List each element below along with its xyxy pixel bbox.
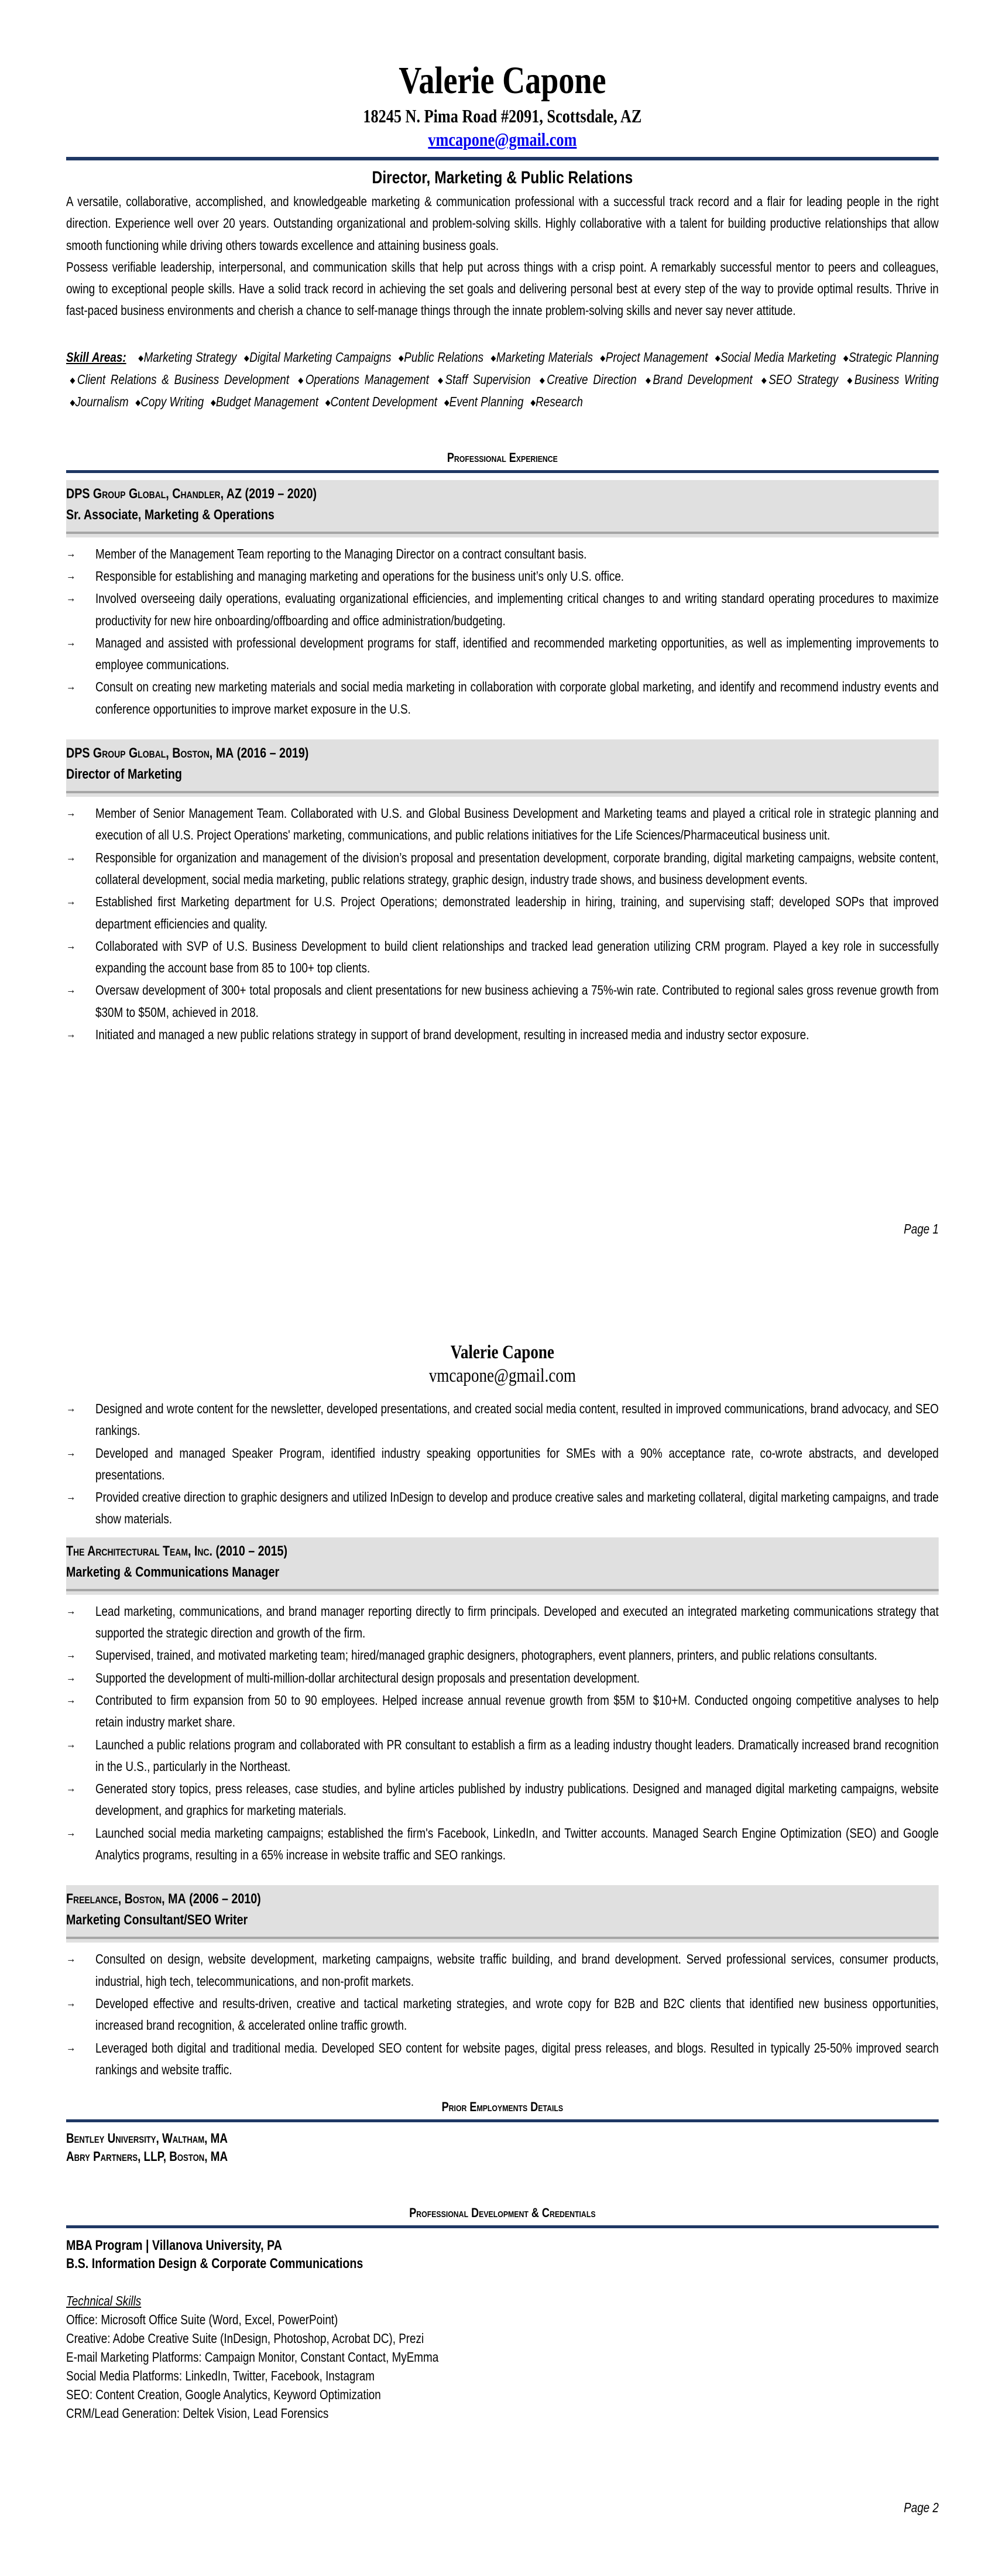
bullet-item (66, 891, 939, 935)
arrow-bullet-icon: → (66, 1952, 76, 1966)
bullet-item (66, 1734, 939, 1778)
summary-paragraph: A versatile, collaborative, accomplished, and knowledgeable marketing & communication professional with a successful track record and a flair for leading people in the right direction. Experience well over 20 years. Outstanding organizational and problem-solving skills. Highly collaborative with a talent for building productive relationships that allow smooth functioning while driving others towards excellence and attaining business goals. (66, 194, 939, 253)
diamond-bullet-icon: ◆ (715, 352, 721, 362)
arrow-bullet-icon: → (66, 1491, 76, 1504)
bullet-text: Initiated and managed a new public relations strategy in support of brand development, resulting in increased media and industry sector exposure. (95, 1027, 809, 1043)
job-role: Marketing Consultant/SEO Writer (66, 1912, 248, 1928)
diamond-bullet-icon: ◆ (210, 398, 216, 407)
bullet-item (66, 803, 939, 847)
education-item: B.S. Information Design & Corporate Communications (66, 2256, 363, 2272)
diamond-bullet-icon: ◆ (398, 352, 404, 362)
diamond-bullet-icon: ◆ (70, 375, 77, 385)
bullet-text: Involved overseeing daily operations, evaluating organizational efficiencies, and implementing critical changes to and writing standard operating procedures to maximize productivity for new hire onboarding/offboarding and office administration/budgeting. (95, 591, 939, 628)
spacer (66, 1591, 939, 1595)
diamond-bullet-icon: ◆ (298, 375, 306, 385)
resume-page-1 (66, 57, 939, 1046)
bullet-text: Supervised, trained, and motivated marketing team; hired/managed graphic designers, photographers, event planners, printers, and public relations consultants. (95, 1647, 877, 1663)
diamond-bullet-icon: ◆ (70, 398, 76, 407)
bullet-item (66, 2037, 939, 2081)
arrow-bullet-icon: → (66, 984, 76, 997)
section-divider (66, 2119, 939, 2122)
bullet-text: Supported the development of multi-million-dollar architectural design proposals and presentation development. (95, 1670, 640, 1686)
arrow-bullet-icon: → (66, 1446, 76, 1460)
bullet-text: Generated story topics, press releases, case studies, and byline articles published by industry publications. Designed and managed digital marketing campaigns, website development, and graphics for marketing materials. (95, 1781, 939, 1818)
skill-item: Journalism (75, 394, 129, 410)
bullet-text: Responsible for organization and management of the division’s proposal and presentation development, corporate branding, digital marketing campaigns, website content, collateral development, social media marketing, public relations strategy, graphic design, industry trade shows, and business development events. (95, 849, 939, 887)
candidate-name (66, 1341, 939, 1364)
email-link[interactable]: vmcapone@gmail.com (428, 129, 577, 150)
bullet-text: Managed and assisted with professional development programs for staff, identified and recommended marketing opportunities, as well as implementing improvements to employee communications. (95, 635, 939, 673)
diamond-bullet-icon: ◆ (490, 352, 496, 362)
address: 18245 N. Pima Road #2091, Scottsdale, AZ (363, 105, 642, 126)
resume-page-2 (66, 1341, 939, 2423)
job-dates: (2010 – 2015) (215, 1543, 288, 1559)
bullet-text: Developed effective and results-driven, creative and tactical marketing strategies, and wrote copy for B2B and B2C clients that identified new business opportunities, increased brand recognition, & accelerated online traffic growth. (95, 1995, 939, 2033)
bullet-text: Designed and wrote content for the newsletter, developed presentations, and created social media content, resulted in improved communications, brand advocacy, and SEO rankings. (95, 1401, 939, 1438)
job-header (66, 739, 939, 797)
spacer (66, 1866, 939, 1878)
diamond-bullet-icon: ◆ (243, 352, 250, 362)
skill-item: Project Management (605, 349, 708, 365)
bullet-item (66, 979, 939, 1023)
diamond-bullet-icon: ◆ (539, 375, 547, 385)
page-number: Page 2 (904, 2500, 939, 2515)
skill-item: Operations Management (305, 372, 429, 388)
spacer (66, 721, 939, 732)
header-divider (66, 157, 939, 160)
arrow-bullet-icon: → (66, 636, 76, 649)
job-role: Marketing & Communications Manager (66, 1564, 280, 1580)
page-number: Page 1 (904, 1221, 939, 1236)
company-name: Freelance, Boston, MA (66, 1891, 186, 1907)
tech-skill-line: CRM/Lead Generation: Deltek Vision, Lead Forensics (66, 2406, 329, 2421)
skill-item: Brand Development (653, 372, 753, 388)
section-divider (66, 470, 939, 473)
prior-employer: Bentley University, Waltham, MA (66, 2130, 228, 2146)
email: vmcapone@gmail.com (428, 1365, 576, 1386)
section-heading-credentials: Professional Development & Credentials (409, 2205, 596, 2221)
bullet-item (66, 1398, 939, 1442)
bullet-item (66, 1443, 939, 1486)
skill-item: Staff Supervision (445, 372, 531, 388)
job-dates: (2016 – 2019) (236, 745, 309, 762)
arrow-bullet-icon: → (66, 895, 76, 909)
arrow-bullet-icon: → (66, 2041, 76, 2054)
skill-item: Strategic Planning (849, 349, 939, 365)
spacer (66, 534, 939, 537)
bullet-item (66, 1778, 939, 1822)
job-dates: (2006 – 2010) (189, 1891, 261, 1907)
bullet-item (66, 1486, 939, 1530)
arrow-bullet-icon: → (66, 1671, 76, 1684)
diamond-bullet-icon: ◆ (600, 352, 606, 362)
skill-item: Social Media Marketing (720, 349, 836, 365)
bullet-item (66, 936, 939, 979)
bullet-item (66, 676, 939, 720)
job-dates: (2019 – 2020) (245, 485, 317, 502)
tech-skill-line: Creative: Adobe Creative Suite (InDesign, Photoshop, Acrobat DC), Prezi (66, 2331, 424, 2347)
job-bullets (66, 1601, 939, 1866)
bullet-text: Launched social media marketing campaigns; established the firm's Facebook, LinkedIn, and Twitter accounts. Managed Search Engine Optimization (SEO) and Google Analytics programs, resulting in a 65% increase in website traffic and SEO rankings. (95, 1825, 939, 1863)
skill-item: Copy Writing (140, 394, 204, 410)
job-company (66, 484, 939, 505)
bullet-item (66, 1690, 939, 1734)
arrow-bullet-icon: → (66, 1826, 76, 1839)
skill-item: Public Relations (404, 349, 484, 365)
arrow-bullet-icon: → (66, 1402, 76, 1415)
prior-employers (66, 2129, 939, 2166)
continued-bullets (66, 1398, 939, 1530)
tech-skill-line: Office: Microsoft Office Suite (Word, Excel, PowerPoint) (66, 2312, 338, 2328)
arrow-bullet-icon: → (66, 680, 76, 694)
skill-areas-label: Skill Areas: (66, 349, 126, 365)
spacer (66, 1939, 939, 1943)
technical-skills-heading: Technical Skills (66, 2293, 142, 2309)
education-item: MBA Program | Villanova University, PA (66, 2238, 282, 2254)
company-name: The Architectural Team, Inc. (66, 1543, 212, 1559)
bullet-text: Launched a public relations program and collaborated with PR consultant to establish a firm as a leading industry thought leaders. Dramatically increased brand recognition in the U.S., particularly in the Northeast. (95, 1736, 939, 1774)
bullet-text: Lead marketing, communications, and brand manager reporting directly to firm principals. Developed and executed an integrated marketing communications strategy that supported the strategic direction and growth of the firm. (95, 1603, 939, 1641)
skill-item: Event Planning (449, 394, 524, 410)
skill-item: Creative Direction (547, 372, 637, 388)
job-bullets (66, 543, 939, 720)
bullet-item (66, 1601, 939, 1645)
diamond-bullet-icon: ◆ (530, 398, 536, 407)
job-company (66, 1541, 939, 1562)
bullet-item (66, 566, 939, 587)
bullet-text: Contributed to firm expansion from 50 to 90 employees. Helped increase annual revenue growth from $5M to $10+M. Conducted ongoing competitive analyses to help retain industry market share. (95, 1692, 939, 1730)
bullet-item (66, 847, 939, 891)
diamond-bullet-icon: ◆ (135, 398, 141, 407)
arrow-bullet-icon: → (66, 592, 76, 605)
bullet-text: Developed and managed Speaker Program, identified industry speaking opportunities for SMEs with a 90% acceptance rate, co-wrote abstracts, and developed presentations. (95, 1445, 939, 1482)
diamond-bullet-icon: ◆ (646, 375, 653, 385)
skill-item: Marketing Strategy (143, 349, 237, 365)
job-bullets (66, 1948, 939, 2081)
diamond-bullet-icon: ◆ (325, 398, 331, 407)
bullet-item (66, 1823, 939, 1866)
bullet-item (66, 1993, 939, 2037)
education (66, 2236, 939, 2273)
diamond-bullet-icon: ◆ (138, 352, 144, 362)
bullet-text: Provided creative direction to graphic designers and utilized InDesign to develop and produce creative sales and marketing collateral, digital marketing campaigns, and trade show materials. (95, 1489, 939, 1527)
professional-title: Director, Marketing & Public Relations (372, 168, 633, 187)
diamond-bullet-icon: ◆ (444, 398, 450, 407)
bullet-text: Established first Marketing department for U.S. Project Operations; demonstrated leadership in hiring, training, and supervising staff; developed SOPs that improved department efficiencies and quality. (95, 894, 939, 931)
technical-skills (66, 2291, 939, 2423)
tech-skill-line: Social Media Platforms: LinkedIn, Twitter, Facebook, Instagram (66, 2368, 375, 2384)
tech-skill-line: SEO: Content Creation, Google Analytics, Keyword Optimization (66, 2387, 381, 2403)
job-company (66, 743, 939, 764)
section-heading-experience: Professional Experience (447, 450, 558, 465)
skill-item: Client Relations & Business Development (77, 372, 290, 388)
arrow-bullet-icon: → (66, 1693, 76, 1707)
diamond-bullet-icon: ◆ (438, 375, 445, 385)
skill-item: Research (536, 394, 583, 410)
skill-item: SEO Strategy (768, 372, 839, 388)
bullet-text: Leveraged both digital and traditional media. Developed SEO content for website pages, digital press releases, and blogs. Resulted in typically 25-50% improved search rankings and website traffic. (95, 2040, 939, 2077)
job-header (66, 1885, 939, 1943)
job-bullets (66, 803, 939, 1046)
skill-item: Content Development (330, 394, 438, 410)
bullet-text: Responsible for establishing and managing marketing and operations for the business unit’s only U.S. office. (95, 568, 625, 584)
skill-areas (66, 347, 939, 414)
job-role: Sr. Associate, Marketing & Operations (66, 506, 275, 523)
arrow-bullet-icon: → (66, 939, 76, 953)
arrow-bullet-icon: → (66, 547, 76, 560)
section-divider (66, 2225, 939, 2228)
bullet-item (66, 632, 939, 676)
job-header (66, 1537, 939, 1595)
company-name: DPS Group Global, Boston, MA (66, 745, 234, 762)
arrow-bullet-icon: → (66, 569, 76, 583)
bullet-text: Consulted on design, website development, marketing campaigns, website traffic building, and brand development. Served professional services, consumer products, industrial, high tech, telecommunications, and non-profit markets. (95, 1951, 939, 1989)
bullet-text: Oversaw development of 300+ total proposals and client presentations for new business achieving a 75%-win rate. Contributed to regional sales gross revenue growth from $30M to $50M, achieved in 2018. (95, 982, 939, 1020)
diamond-bullet-icon: ◆ (761, 375, 769, 385)
company-name: DPS Group Global, Chandler, AZ (66, 485, 242, 502)
job-company (66, 1889, 939, 1910)
arrow-bullet-icon: → (66, 1604, 76, 1618)
bullet-item (66, 1024, 939, 1046)
skill-item: Digital Marketing Campaigns (249, 349, 392, 365)
prior-employer: Abry Partners, LLP, Boston, MA (66, 2149, 228, 2164)
bullet-text: Collaborated with SVP of U.S. Business Development to build client relationships and tracked lead generation utilizing CRM program. Played a key role in successfully expanding the account base from 85 to 100+ top clients. (95, 938, 939, 976)
arrow-bullet-icon: → (66, 807, 76, 820)
bullet-text: Member of the Management Team reporting to the Managing Director on a contract consultant basis. (95, 546, 587, 561)
bullet-item (66, 1948, 939, 1992)
bullet-item (66, 588, 939, 632)
arrow-bullet-icon: → (66, 1738, 76, 1751)
summary-paragraph: Possess verifiable leadership, interpersonal, and communication skills that help put across things with a crisp point. A remarkably successful mentor to peers and colleagues, owing to exceptional people skills. Have a solid track record in achieving the set goals and delivering personal best at every step of the way to provide optimal results. Thrive in fast-paced business environments and cherish a chance to self-manage things through the innate problem-solving skills and never say never attitude. (66, 259, 939, 318)
arrow-bullet-icon: → (66, 1782, 76, 1796)
job-role: Director of Marketing (66, 766, 182, 783)
candidate-name: Valerie Capone (399, 59, 606, 102)
bullet-text: Consult on creating new marketing materials and social media marketing in collaboration with corporate global marketing, and identify and recommend industry events and conference opportunities to improve market exposure in the U.S. (95, 679, 939, 717)
skill-item: Business Writing (854, 372, 939, 388)
arrow-bullet-icon: → (66, 1649, 76, 1662)
tech-skill-line: E-mail Marketing Platforms: Campaign Monitor, Constant Contact, MyEmma (66, 2349, 439, 2365)
skill-item: Budget Management (215, 394, 318, 410)
section-heading-prior: Prior Employments Details (441, 2099, 564, 2115)
arrow-bullet-icon: → (66, 1996, 76, 2010)
skill-item: Marketing Materials (496, 349, 593, 365)
candidate-name-text: Valerie Capone (450, 1342, 554, 1363)
bullet-item (66, 543, 939, 565)
bullet-text: Member of Senior Management Team. Collaborated with U.S. and Global Business Development and Marketing teams and played a critical role in strategic planning and execution of all U.S. Project Operations' marketing, communications, and public relations initiatives for the Life Sciences/Pharmaceutical business unit. (95, 806, 939, 843)
diamond-bullet-icon: ◆ (847, 375, 855, 385)
bullet-item (66, 1645, 939, 1666)
job-header (66, 480, 939, 537)
bullet-item (66, 1667, 939, 1689)
arrow-bullet-icon: → (66, 851, 76, 864)
arrow-bullet-icon: → (66, 1028, 76, 1042)
spacer (66, 793, 939, 797)
diamond-bullet-icon: ◆ (843, 352, 849, 362)
